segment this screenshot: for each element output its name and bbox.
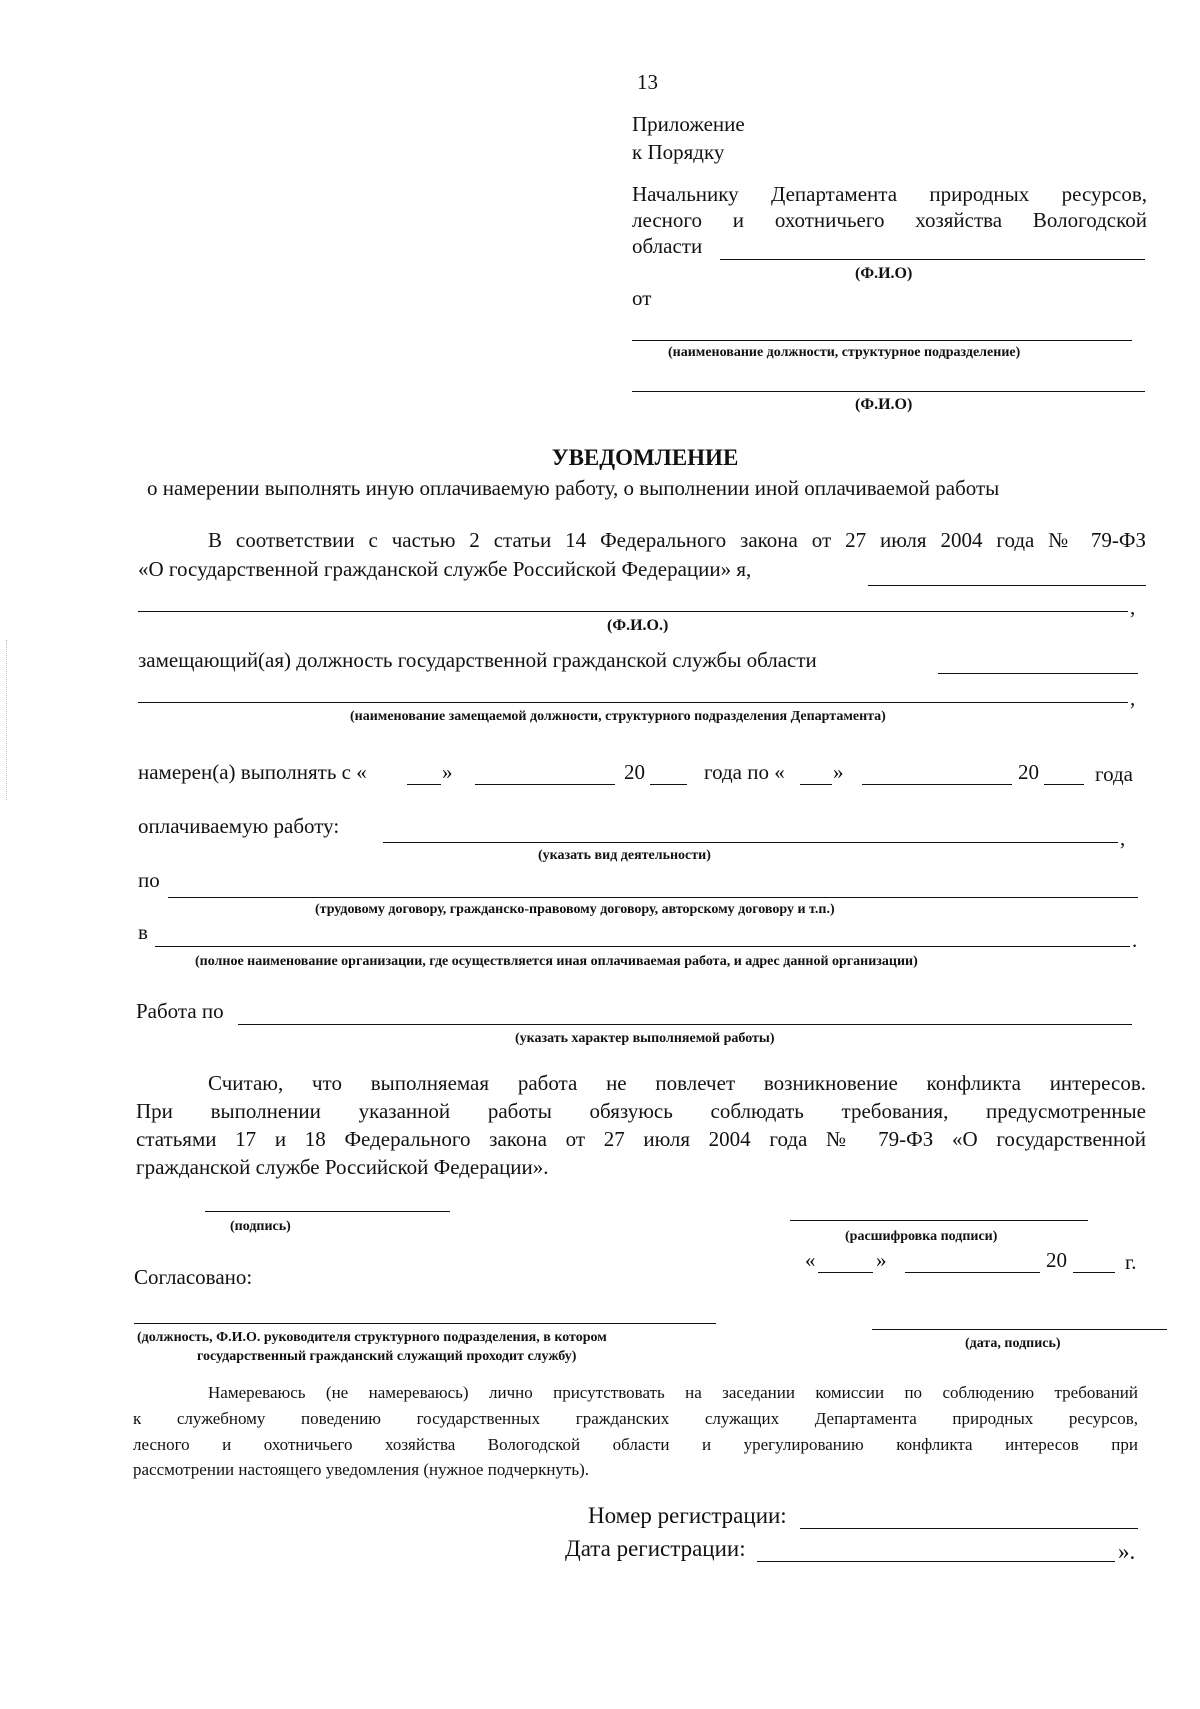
agreed-head-line[interactable] (134, 1323, 716, 1324)
document-subtitle: о намерении выполнять иную оплачиваемую работу, о выполнении иной оплачиваемой работы (147, 476, 1000, 500)
start-year-prefix: 20 (624, 760, 645, 784)
addressee-line-2: лесного и охотничьего хозяйства Вологодской (632, 208, 1147, 232)
fio-line-part-1[interactable] (868, 585, 1146, 586)
end-day-line[interactable] (800, 784, 832, 785)
commission-line-2: к служебному поведению государственных гражданских служащих Департамента природных ресурсов, (133, 1409, 1138, 1428)
agreed-head-caption-2: государственный гражданский служащий проходит службу) (197, 1349, 577, 1364)
body-p2-line-2: При выполнении указанной работы обязуюсь соблюдать требования, предусмотренные (136, 1099, 1146, 1123)
appendix-line-2: к Порядку (632, 140, 725, 164)
organization-line[interactable] (155, 946, 1130, 947)
signature-date-year-line[interactable] (1073, 1272, 1115, 1273)
body-p2-line-4: гражданской службе Российской Федерации». (136, 1155, 549, 1179)
position-line-comma: , (1130, 686, 1136, 710)
registration-number-label: Номер регистрации: (588, 1503, 787, 1528)
position-caption: (наименование замещаемой должности, структурного подразделения Департамента) (350, 709, 886, 724)
body-p2-line-3: статьями 17 и 18 Федерального закона от 27 июля 2004 года № 79-ФЗ «О государственной (136, 1127, 1146, 1151)
fio-line-comma: , (1130, 595, 1136, 619)
start-year-line[interactable] (650, 784, 687, 785)
organization-period: . (1132, 928, 1138, 952)
from-label: от (632, 286, 652, 310)
organization-caption: (полное наименование организации, где осуществляется иная оплачиваемая работа, и адрес данной организации) (195, 954, 918, 969)
appendix-line-1: Приложение (632, 112, 745, 136)
end-year-suffix: года (1095, 762, 1133, 786)
scan-edge-mark (6, 640, 7, 800)
registration-date-end: ». (1118, 1539, 1136, 1564)
agreed-date-sign-line[interactable] (872, 1329, 1167, 1330)
activity-caption: (указать вид деятельности) (538, 848, 711, 863)
addressee-fio-caption: (Ф.И.О) (855, 265, 913, 282)
signature-decode-caption: (расшифровка подписи) (845, 1229, 998, 1244)
body-p1-line-2: «О государственной гражданской службе Российской Федерации» я, (138, 557, 752, 581)
registration-date-line[interactable] (757, 1561, 1115, 1562)
end-day-close: » (833, 760, 844, 784)
document-title: УВЕДОМЛЕНИЕ (551, 445, 739, 470)
body-p2-line-1: Считаю, что выполняемая работа не повлечет возникновение конфликта интересов. (208, 1071, 1146, 1095)
work-character-line[interactable] (238, 1024, 1132, 1025)
start-day-line[interactable] (407, 784, 441, 785)
signature-date-day-line[interactable] (818, 1272, 873, 1273)
activity-line[interactable] (383, 842, 1118, 843)
till-label: года по « (704, 760, 785, 784)
activity-comma: , (1120, 826, 1126, 850)
signature-date-close: » (876, 1248, 887, 1272)
start-month-line[interactable] (475, 784, 615, 785)
work-caption: (указать характер выполняемой работы) (515, 1031, 775, 1046)
signature-date-month-line[interactable] (905, 1272, 1040, 1273)
end-year-prefix: 20 (1018, 760, 1039, 784)
agreed-date-sign-caption: (дата, подпись) (965, 1336, 1061, 1351)
registration-date-label: Дата регистрации: (565, 1536, 746, 1561)
contract-caption: (трудовому договору, гражданско-правовому договору, авторскому договору и т.п.) (315, 902, 835, 917)
sender-fio-line[interactable] (632, 391, 1145, 392)
position-line-part-2[interactable] (138, 702, 1128, 703)
paid-work-label: оплачиваемую работу: (138, 814, 340, 838)
position-label: замещающий(ая) должность государственной гражданской службы области (138, 648, 817, 672)
addressee-line-3: области (632, 234, 703, 258)
page-number: 13 (637, 70, 658, 94)
fio-caption: (Ф.И.О.) (607, 617, 669, 634)
sender-position-caption: (наименование должности, структурное подразделение) (668, 345, 1021, 360)
start-day-close: » (442, 760, 453, 784)
contract-line[interactable] (168, 897, 1138, 898)
agreed-head-caption-1: (должность, Ф.И.О. руководителя структурного подразделения, в котором (137, 1330, 607, 1345)
commission-line-3: лесного и охотничьего хозяйства Вологодской области и урегулированию конфликта интересов при (133, 1435, 1138, 1454)
sender-fio-caption: (Ф.И.О) (855, 396, 913, 413)
position-line-part-1[interactable] (938, 673, 1138, 674)
registration-number-line[interactable] (800, 1528, 1138, 1529)
signature-line[interactable] (205, 1211, 450, 1212)
work-label: Работа по (136, 999, 224, 1023)
signature-date-open: « (805, 1248, 816, 1272)
commission-line-1: Намереваюсь (не намереваюсь) лично присутствовать на заседании комиссии по соблюдению требований (208, 1383, 1138, 1402)
in-label: в (138, 920, 148, 944)
addressee-fio-line[interactable] (720, 259, 1145, 260)
addressee-line-1: Начальнику Департамента природных ресурсов, (632, 182, 1147, 206)
end-month-line[interactable] (862, 784, 1012, 785)
signature-decode-line[interactable] (790, 1220, 1088, 1221)
signature-date-year-prefix: 20 (1046, 1248, 1067, 1272)
sender-position-line[interactable] (632, 340, 1132, 341)
signature-date-g: г. (1125, 1250, 1137, 1274)
commission-line-4: рассмотрении настоящего уведомления (нужное подчеркнуть). (133, 1460, 590, 1479)
signature-caption: (подпись) (230, 1219, 291, 1234)
by-label: по (138, 868, 160, 892)
agreed-label: Согласовано: (134, 1265, 253, 1289)
fio-line-part-2[interactable] (138, 611, 1128, 612)
intend-label: намерен(а) выполнять с « (138, 760, 367, 784)
end-year-line[interactable] (1044, 784, 1084, 785)
body-p1-line-1: В соответствии с частью 2 статьи 14 Федерального закона от 27 июля 2004 года № 79-ФЗ (208, 528, 1146, 552)
